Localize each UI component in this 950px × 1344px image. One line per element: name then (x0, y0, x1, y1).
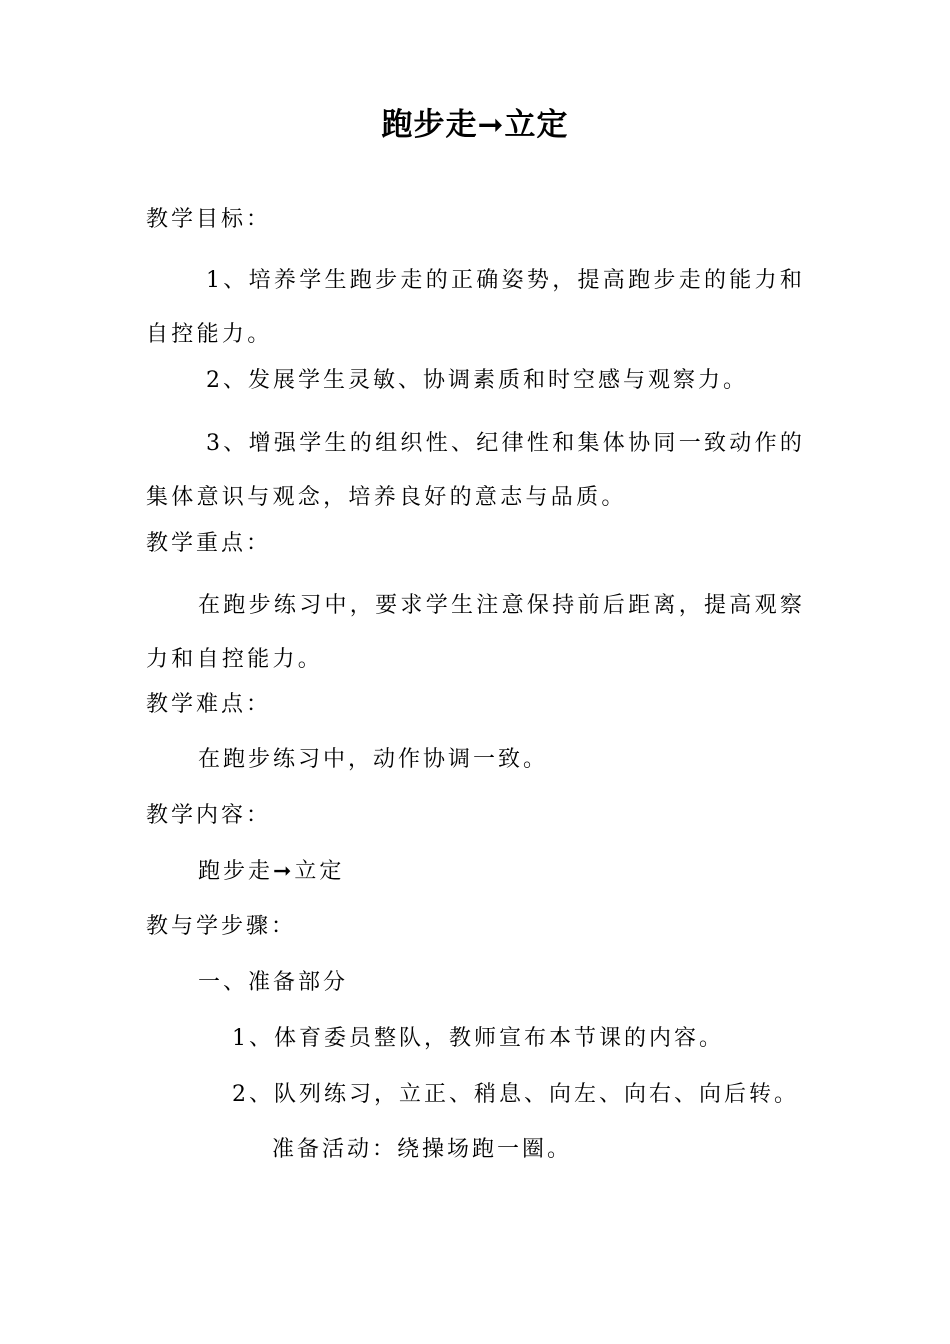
content-heading: 教学内容： (146, 803, 272, 828)
goal-item-1: 1、培养学生跑步走的正确姿势，提高跑步走的能力和自控能力。 (146, 268, 806, 347)
difficulty-heading: 教学难点： (146, 692, 272, 717)
steps-heading: 教与学步骤： (146, 914, 297, 939)
part-1-heading: 一、准备部分 (198, 970, 349, 995)
key-points-heading: 教学重点： (146, 531, 272, 556)
content-text: 跑步走➞立定 (198, 859, 345, 884)
goal-item-2: 2、发展学生灵敏、协调素质和时空感与观察力。 (206, 368, 748, 393)
warmup-text: 准备活动：绕操场跑一圈。 (272, 1137, 573, 1162)
difficulty-text: 在跑步练习中，动作协调一致。 (198, 747, 549, 772)
key-points-text: 在跑步练习中，要求学生注意保持前后距离，提高观察力和自控能力。 (146, 593, 806, 672)
goal-item-3: 3、增强学生的组织性、纪律性和集体协同一致动作的集体意识与观念，培养良好的意志与品质。 (146, 431, 806, 510)
goals-heading: 教学目标： (146, 207, 272, 232)
step-item-1: 1、体育委员整队，教师宣布本节课的内容。 (232, 1026, 724, 1051)
step-item-2: 2、队列练习，立正、稍息、向左、向右、向后转。 (232, 1082, 799, 1107)
document-title: 跑步走➞立定 (381, 107, 569, 143)
